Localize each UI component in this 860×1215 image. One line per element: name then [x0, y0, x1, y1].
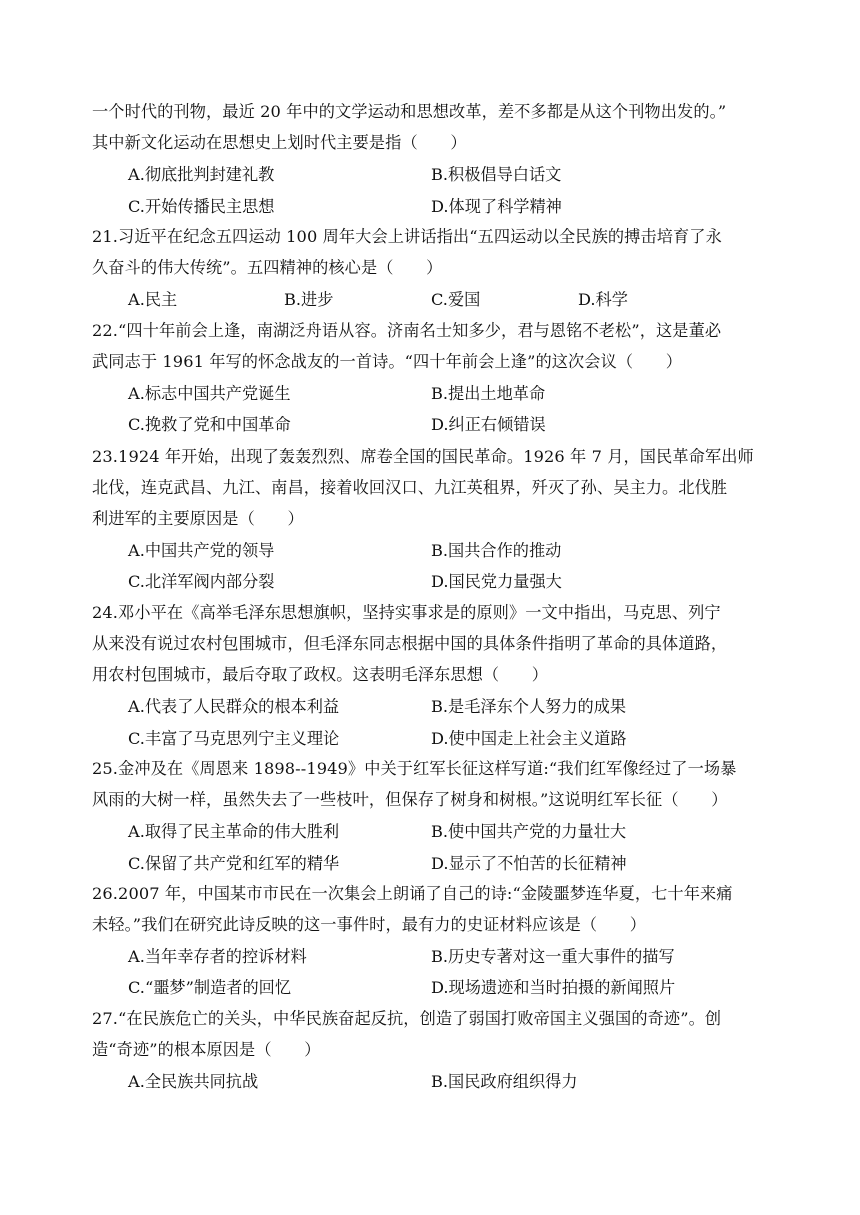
q25-option-a: A.取得了民主革命的伟大胜利 — [128, 822, 340, 841]
q26-line-2: 未轻。”我们在研究此诗反映的这一事件时，最有力的史证材料应该是（ ） — [92, 915, 647, 934]
q26-option-b: B.历史专著对这一重大事件的描写 — [431, 947, 675, 966]
q26-option-d: D.现场遗迹和当时拍摄的新闻照片 — [431, 978, 676, 997]
q22-option-d: D.纠正右倾错误 — [431, 415, 546, 434]
q22-option-a: A.标志中国共产党诞生 — [128, 384, 291, 403]
q27-line-2: 造“奇迹”的根本原因是（ ） — [92, 1040, 321, 1059]
q27-line-1: 27.“在民族危亡的关头，中华民族奋起反抗，创造了弱国打败帝国主义强国的奇迹”。创 — [92, 1009, 722, 1028]
q20-option-b: B.积极倡导白话文 — [431, 165, 562, 184]
q21-line-1: 21.习近平在纪念五四运动 100 周年大会上讲话指出“五四运动以全民族的搏击培育了永 — [92, 227, 722, 246]
q23-line-3: 利进军的主要原因是（ ） — [92, 509, 304, 528]
q25-option-d: D.显示了不怕苦的长征精神 — [431, 854, 627, 873]
q24-line-1: 24.邓小平在《高举毛泽东思想旗帜，坚持实事求是的原则》一文中指出，马克思、列宁 — [92, 603, 721, 622]
q24-line-2: 从来没有说过农村包围城市，但毛泽东同志根据中国的具体条件指明了革命的具体道路， — [92, 634, 728, 653]
q26-line-1: 26.2007 年，中国某市市民在一次集会上朗诵了自己的诗:“金陵噩梦连华夏，七十年来痛 — [92, 884, 733, 903]
q21-option-c: C.爱国 — [431, 290, 481, 309]
q21-option-b: B.进步 — [284, 290, 334, 309]
q23-line-1: 23.1924 年开始，出现了轰轰烈烈、席卷全国的国民革命。1926 年 7 月，国民革命军出师 — [92, 447, 754, 466]
q23-option-c: C.北洋军阀内部分裂 — [128, 572, 275, 591]
q20-option-c: C.开始传播民主思想 — [128, 197, 275, 216]
q25-option-c: C.保留了共产党和红军的精华 — [128, 854, 340, 873]
q20-option-a: A.彻底批判封建礼教 — [128, 165, 275, 184]
q25-line-1: 25.金冲及在《周恩来 1898--1949》中关于红军长征这样写道:“我们红军像经过了一场暴 — [92, 759, 737, 778]
q24-line-3: 用农村包围城市，最后夺取了政权。这表明毛泽东思想（ ） — [92, 665, 549, 684]
q26-option-c: C.“噩梦”制造者的回忆 — [128, 978, 292, 997]
q25-option-b: B.使中国共产党的力量壮大 — [431, 822, 627, 841]
q24-option-a: A.代表了人民群众的根本利益 — [128, 697, 340, 716]
q27-option-b: B.国民政府组织得力 — [431, 1072, 578, 1091]
q24-option-d: D.使中国走上社会主义道路 — [431, 729, 627, 748]
q20-option-d: D.体现了科学精神 — [431, 197, 562, 216]
q21-option-a: A.民主 — [128, 290, 178, 309]
q23-option-a: A.中国共产党的领导 — [128, 541, 275, 560]
q21-line-2: 久奋斗的伟大传统”。五四精神的核心是（ ） — [92, 258, 443, 277]
q25-line-2: 风雨的大树一样，虽然失去了一些枝叶，但保存了树身和树根。”这说明红军长征（ ） — [92, 790, 728, 809]
q22-line-1: 22.“四十年前会上逢，南湖泛舟语从容。济南名士知多少，君与恩铭不老松”，这是董必 — [92, 321, 722, 340]
q23-line-2: 北伐，连克武昌、九江、南昌，接着收回汉口、九江英租界，歼灭了孙、吴主力。北伐胜 — [92, 478, 728, 497]
q24-option-b: B.是毛泽东个人努力的成果 — [431, 697, 627, 716]
q23-option-b: B.国共合作的推动 — [431, 541, 562, 560]
q21-option-d: D.科学 — [578, 290, 628, 309]
q27-option-a: A.全民族共同抗战 — [128, 1072, 259, 1091]
q20-line-2: 其中新文化运动在思想史上划时代主要是指（ ） — [92, 133, 467, 152]
q22-option-c: C.挽救了党和中国革命 — [128, 415, 291, 434]
q23-option-d: D.国民党力量强大 — [431, 572, 562, 591]
q24-option-c: C.丰富了马克思列宁主义理论 — [128, 729, 340, 748]
q22-line-2: 武同志于 1961 年写的怀念战友的一首诗。“四十年前会上逢”的这次会议（ ） — [92, 352, 683, 371]
q22-option-b: B.提出土地革命 — [431, 384, 546, 403]
q20-line-1: 一个时代的刊物，最近 20 年中的文学运动和思想改革，差不多都是从这个刊物出发的。” — [92, 102, 727, 121]
q26-option-a: A.当年幸存者的控诉材料 — [128, 947, 307, 966]
